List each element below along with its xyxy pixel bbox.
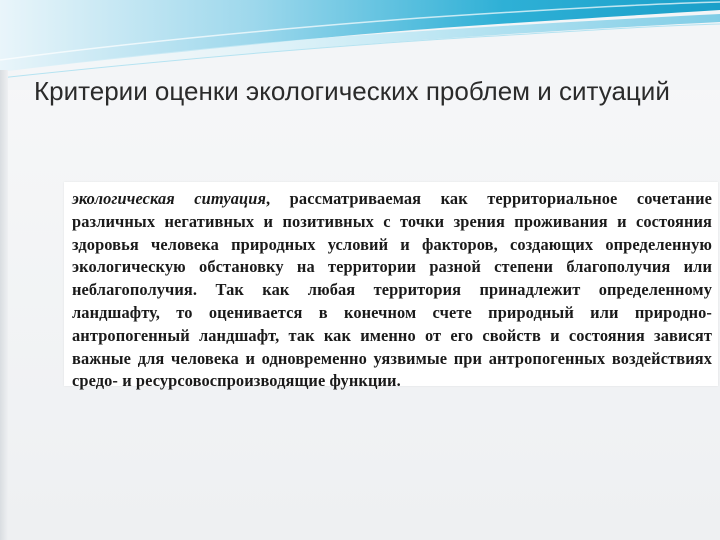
left-border: [0, 70, 8, 540]
slide-title: Критерии оценки экологических проблем и ситуаций: [34, 76, 670, 106]
body-lead-term: экологическая ситуация: [72, 189, 266, 208]
body-paragraph: [64, 182, 718, 393]
scanned-text-block: [64, 182, 718, 391]
body-text: , рассматриваемая как территориальное сочетание различных негативных и позитивных с точки зрения проживания и состояния здоровья человека природных условий и факторов, создающих определенную экологическую обстановку на территории разной степени благополучия или неблагополучия. Так как любая территория принадлежит определенному ландшафту, то оценивается в конечном счете природный или природно-антропогенный ландшафт, так как именно от его свойств и состояния зависят важные для человека и одновременно уязвимые при антропогенных воздействиях средо- и ресурсовоспроизводящие функции.: [72, 189, 712, 391]
